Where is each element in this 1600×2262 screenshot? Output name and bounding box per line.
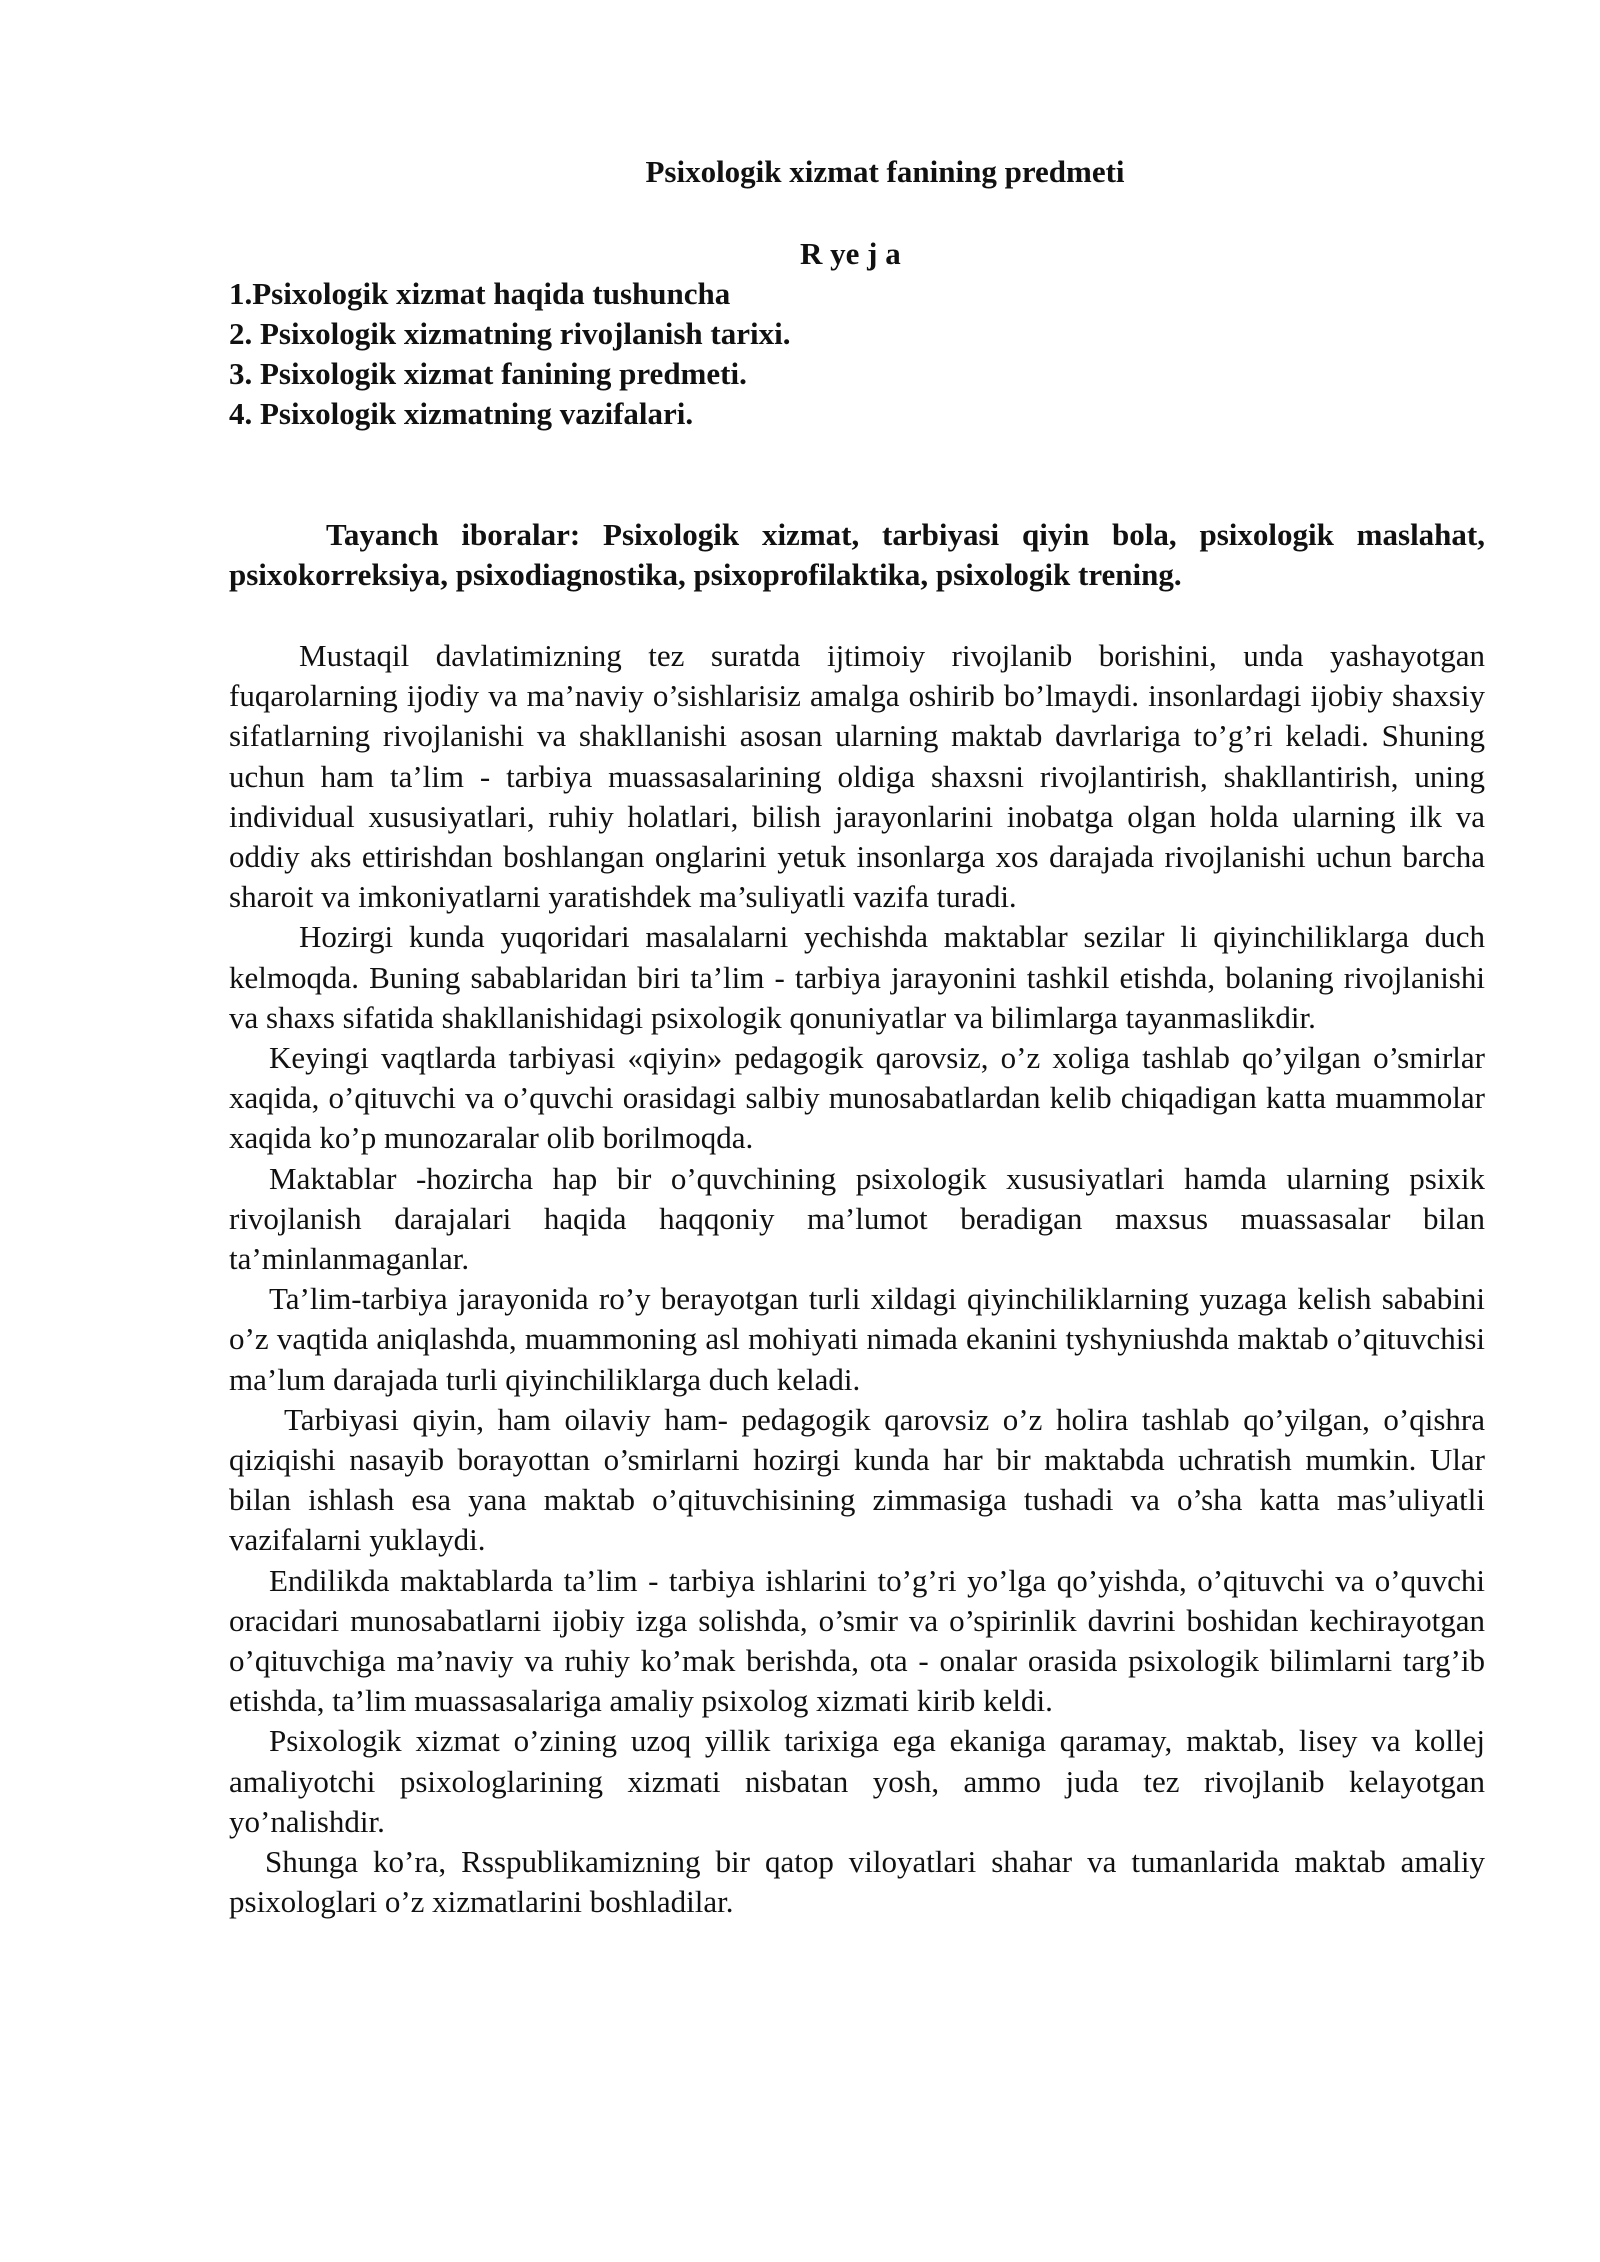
- body-paragraph: Hozirgi kunda yuqoridari masalalarni yechishda maktablar sezilar li qiyinchiliklarga duch kelmoqda. Buning sabablaridan biri ta’lim - tarbiya jarayonini tashkil etishda, bolaning rivojlanishi va shaxs sifatida shakllanishidagi psixologik qonuniyatlar va bilimlarga tayanmaslikdir.: [229, 919, 1485, 1035]
- plan-heading: R ye j a: [800, 236, 901, 271]
- body-paragraph: Psixologik xizmat o’zining uzoq yillik tarixiga ega ekaniga qaramay, maktab, lisey va kollej amaliyotchi psixologlarining xizmati nisbatan yosh, ammo juda tez rivojlanib kelayotgan yo’nalishdir.: [229, 1723, 1485, 1839]
- plan-list: [229, 274, 790, 434]
- keywords-paragraph: Tayanch iboralar: Psixologik xizmat, tarbiyasi qiyin bola, psixologik maslahat, psixokorreksiya, psixodiagnostika, psixoprofilaktika, psixologik trening.: [229, 517, 1485, 592]
- body-text: [229, 636, 1485, 1923]
- body-paragraph: Mustaqil davlatimizning tez suratda ijtimoiy rivojlanib borishini, unda yashayotgan fuqarolarning ijodiy va ma’naviy o’sishlarisiz amalga oshirib bo’lmaydi. insonlardagi ijobiy shaxsiy sifatlarning rivojlanishi va shakllanishi asosan ularning maktab davrlariga to’g’ri keladi. Shuning uchun ham ta’lim - tarbiya muassasalarining oldiga shaxsni rivojlantirish, shakllantirish, uning individual xususiyatlari, ruhiy holatlari, bilish jarayonlarini inobatga olgan holda ularning ilk va oddiy aks ettirishdan boshlangan onglarini yetuk insonlarga xos darajada rivojlanishi uchun barcha sharoit va imkoniyatlarni yaratishdek ma’suliyatli vazifa turadi.: [229, 638, 1485, 915]
- plan-item: 1.Psixologik xizmat haqida tushuncha: [229, 276, 731, 311]
- body-paragraph: Keyingi vaqtlarda tarbiyasi «qiyin» pedagogik qarovsiz, o’z xoliga tashlab qo’yilgan o’smirlar xaqida, o’qituvchi va o’quvchi orasidagi salbiy munosabatlardan kelib chiqadigan katta muammolar xaqida ko’p munozaralar olib borilmoqda.: [229, 1040, 1485, 1156]
- body-paragraph: Endilikda maktablarda ta’lim - tarbiya ishlarini to’g’ri yo’lga qo’yishda, o’qituvchi va o’quvchi oracidari munosabatlarni ijobiy izga solishda, o’smir va o’spirinlik davrini boshidan kechirayotgan o’qituvchiga ma’naviy va ruhiy ko’mak berishda, ota - onalar orasida psixologik bilimlarni targ’ib etishda, ta’lim muassasalariga amaliy psixolog xizmati kirib keldi.: [229, 1562, 1485, 1719]
- body-paragraph: Shunga ko’ra, Rsspublikamizning bir qatop viloyatlari shahar va tumanlarida maktab amaliy psixologlari o’z xizmatlarini boshladilar.: [229, 1844, 1485, 1920]
- plan-item: 2. Psixologik xizmatning rivojlanish tarixi.: [229, 316, 791, 351]
- body-paragraph: Ta’lim-tarbiya jarayonida ro’y berayotgan turli xildagi qiyinchiliklarning yuzaga kelish sababini o’z vaqtida aniqlashda, muammoning asl mohiyati nimada ekanini tyshyniushda maktab o’qituvchisi ma’lum darajada turli qiyinchiliklarga duch keladi.: [229, 1281, 1485, 1397]
- body-paragraph: Tarbiyasi qiyin, ham oilaviy ham- pedagogik qarovsiz o’z holira tashlab qo’yilgan, o’qishra qiziqishi nasayib borayottan o’smirlarni hozirgi kunda har bir maktabda uchratish mumkin. Ular bilan ishlash esa yana maktab o’qituvchisining zimmasiga tushadi va o’sha katta mas’uliyatli vazifalarni yuklaydi.: [229, 1401, 1485, 1558]
- plan-item: 3. Psixologik xizmat fanining predmeti.: [229, 356, 747, 391]
- body-paragraph: Maktablar -hozircha hap bir o’quvchining psixologik xususiyatlari hamda ularning psixik rivojlanish darajalari haqida haqqoniy ma’lumot beradigan maxsus muassasalar bilan ta’minlanmaganlar.: [229, 1160, 1485, 1277]
- document-title: Psixologik xizmat fanining predmeti: [645, 154, 1125, 189]
- plan-item: 4. Psixologik xizmatning vazifalari.: [229, 396, 694, 431]
